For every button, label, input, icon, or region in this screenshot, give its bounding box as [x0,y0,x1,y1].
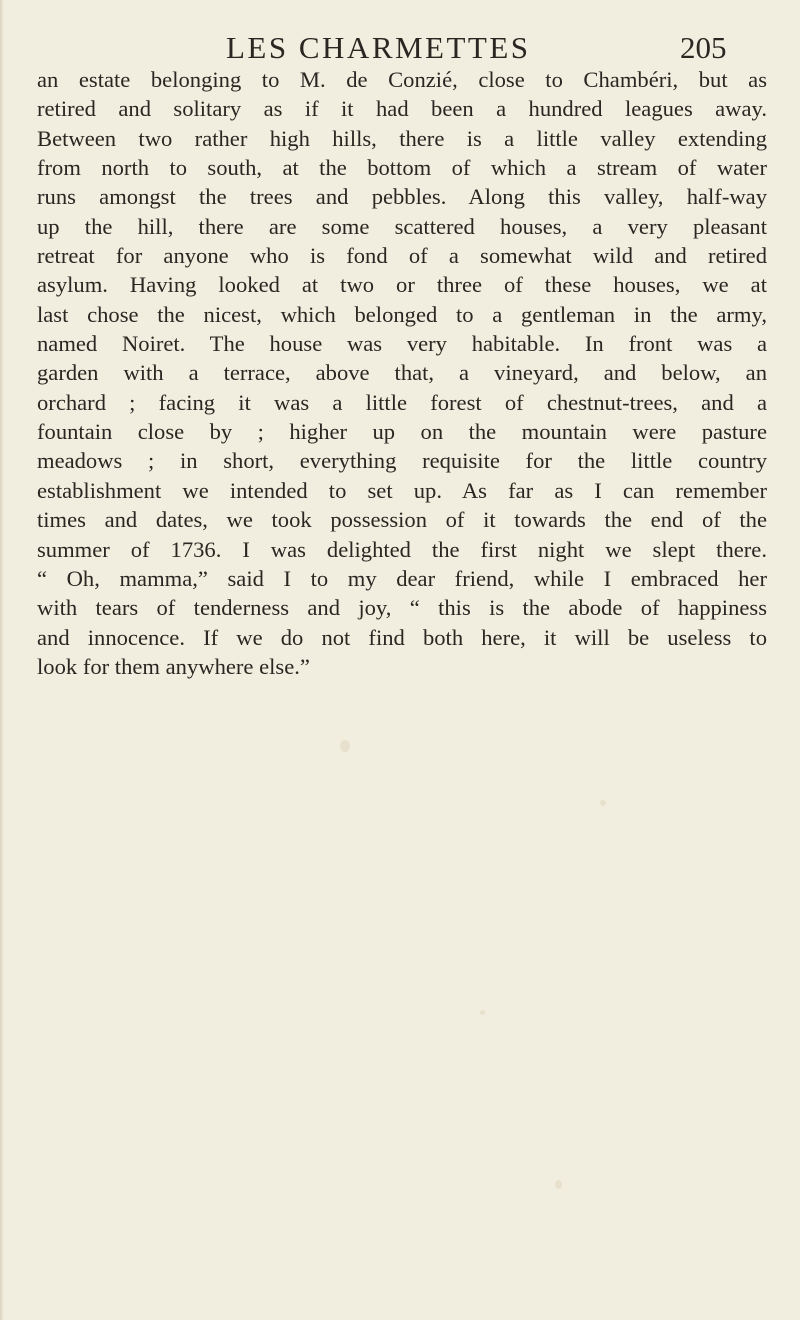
text-line-last: look for them anywhere else.” [37,653,310,679]
text-line: last chose the nicest, which belonged to a gentleman in the army, [37,301,767,327]
text-line: retired and solitary as if it had been a hundred leagues away. [37,96,767,122]
text-line: with tears of tenderness and joy, “ this is the abode of happiness [37,595,767,621]
text-line: orchard ; facing it was a little forest of chestnut-trees, and a [37,389,767,415]
text-line: and innocence. If we do not find both here, it will be useless to [37,624,767,650]
text-line: up the hill, there are some scattered houses, a very pleasant [37,213,767,239]
text-line: from north to south, at the bottom of which a stream of water [37,155,767,181]
text-line: garden with a terrace, above that, a vineyard, and below, an [37,360,767,386]
page-number: 205 [680,30,727,65]
text-line: summer of 1736. I was delighted the first night we slept there. [37,536,767,562]
page-header [226,28,746,68]
paper-spot [340,740,350,752]
text-line: Between two rather high hills, there is a little valley extending [37,125,767,151]
paper-spot [600,800,606,806]
text-line: times and dates, we took possession of it towards the end of the [37,507,767,533]
paper-spot [555,1180,562,1189]
text-line: retreat for anyone who is fond of a somewhat wild and retired [37,243,767,269]
paper-spot [480,1010,485,1015]
page-edge-shadow [0,0,4,1320]
text-line: an estate belonging to M. de Conzié, close to Chambéri, but as [37,67,767,92]
running-head: LES CHARMETTES [226,30,531,65]
text-line: named Noiret. The house was very habitable. In front was a [37,331,767,357]
text-line: fountain close by ; higher up on the mountain were pasture [37,419,767,445]
text-line: “ Oh, mamma,” said I to my dear friend, while I embraced her [37,565,767,591]
text-line: asylum. Having looked at two or three of these houses, we at [37,272,767,298]
text-line: meadows ; in short, everything requisite for the little country [37,448,767,474]
text-line: runs amongst the trees and pebbles. Along this valley, half-way [37,184,767,210]
text-line: establishment we intended to set up. As far as I can remember [37,477,767,503]
body-text [37,65,767,681]
